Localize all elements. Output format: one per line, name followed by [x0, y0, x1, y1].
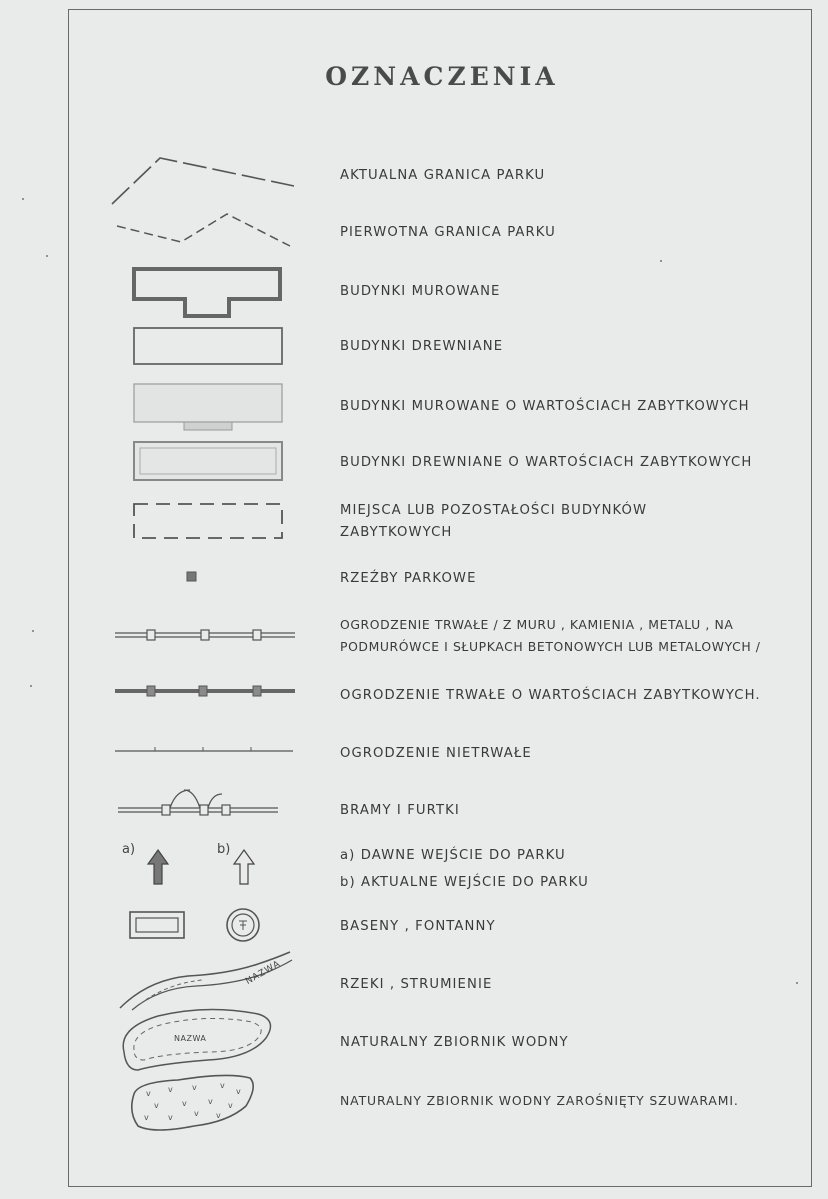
reed-pond-icon — [128, 1072, 258, 1138]
masonry-building-icon — [132, 266, 284, 320]
legend-label: RZEKI , STRUMIENIE — [340, 977, 493, 992]
park-sculpture-icon — [185, 566, 205, 586]
pond-name-label: NAZWA — [174, 1034, 207, 1043]
svg-text:v: v — [236, 1087, 241, 1096]
paper-speck — [660, 260, 662, 262]
historic-masonry-building-icon — [132, 382, 284, 434]
svg-text:v: v — [216, 1111, 221, 1120]
legend-label: BRAMY I FURTKI — [340, 803, 460, 818]
svg-text:v: v — [220, 1081, 225, 1090]
current-entrance-arrow-icon — [232, 848, 256, 888]
legend-label: NATURALNY ZBIORNIK WODNY — [340, 1035, 569, 1050]
historic-fence-icon — [115, 680, 297, 704]
svg-text:v: v — [154, 1101, 159, 1110]
svg-text:v: v — [194, 1109, 199, 1118]
legend-label: AKTUALNA GRANICA PARKU — [340, 168, 546, 183]
gates-icon — [118, 786, 280, 822]
historic-building-remains-icon — [132, 500, 284, 542]
legend-label: NATURALNY ZBIORNIK WODNY ZAROŚNIĘTY SZUWARAMI. — [340, 1093, 739, 1108]
legend-label: PODMURÓWCE I SŁUPKACH BETONOWYCH LUB METALOWYCH / — [340, 639, 761, 654]
wooden-building-icon — [132, 326, 284, 366]
svg-text:v: v — [228, 1101, 233, 1110]
svg-text:v: v — [208, 1097, 213, 1106]
pool-fountain-icon — [128, 906, 264, 946]
svg-text:v: v — [168, 1085, 173, 1094]
temporary-fence-icon — [115, 740, 297, 760]
legend-label: MIEJSCA LUB POZOSTAŁOŚCI BUDYNKÓW — [340, 503, 648, 518]
original-park-boundary-icon — [115, 210, 295, 250]
page-title: OZNACZENIA — [325, 62, 559, 91]
old-entrance-arrow-icon — [146, 848, 170, 888]
legend-label: OGRODZENIE NIETRWAŁE — [340, 746, 532, 761]
permanent-fence-icon — [115, 614, 297, 658]
entrance-marker-a: a) — [122, 842, 136, 857]
legend-label: ZABYTKOWYCH — [340, 525, 453, 540]
paper-speck — [32, 630, 34, 632]
entrance-marker-b: b) — [217, 842, 231, 857]
paper-speck — [46, 255, 48, 257]
svg-text:v: v — [182, 1099, 187, 1108]
current-park-boundary-icon — [108, 150, 298, 210]
legend-label: OGRODZENIE TRWAŁE / Z MURU , KAMIENIA , METALU , NA — [340, 617, 734, 632]
legend-label: BUDYNKI DREWNIANE O WARTOŚCIACH ZABYTKOWYCH — [340, 455, 753, 470]
historic-wooden-building-icon — [132, 440, 284, 482]
river-icon — [118, 950, 296, 1014]
svg-text:v: v — [146, 1089, 151, 1098]
paper-speck — [30, 685, 32, 687]
legend-label: a) DAWNE WEJŚCIE DO PARKU — [340, 848, 566, 863]
legend-label: RZEŹBY PARKOWE — [340, 571, 477, 586]
svg-text:v: v — [144, 1113, 149, 1122]
legend-label: PIERWOTNA GRANICA PARKU — [340, 225, 556, 240]
legend-label: BASENY , FONTANNY — [340, 919, 496, 934]
svg-text:v: v — [168, 1113, 173, 1122]
legend-label: b) AKTUALNE WEJŚCIE DO PARKU — [340, 875, 589, 890]
legend-label: BUDYNKI MUROWANE — [340, 284, 501, 299]
paper-speck — [22, 198, 24, 200]
svg-text:v: v — [192, 1083, 197, 1092]
paper-speck — [796, 982, 798, 984]
legend-label: BUDYNKI MUROWANE O WARTOŚCIACH ZABYTKOWYCH — [340, 399, 750, 414]
legend-label: BUDYNKI DREWNIANE — [340, 339, 504, 354]
legend-label: OGRODZENIE TRWAŁE O WARTOŚCIACH ZABYTKOWYCH. — [340, 688, 761, 703]
river-name-label: NAZWA — [244, 959, 283, 987]
